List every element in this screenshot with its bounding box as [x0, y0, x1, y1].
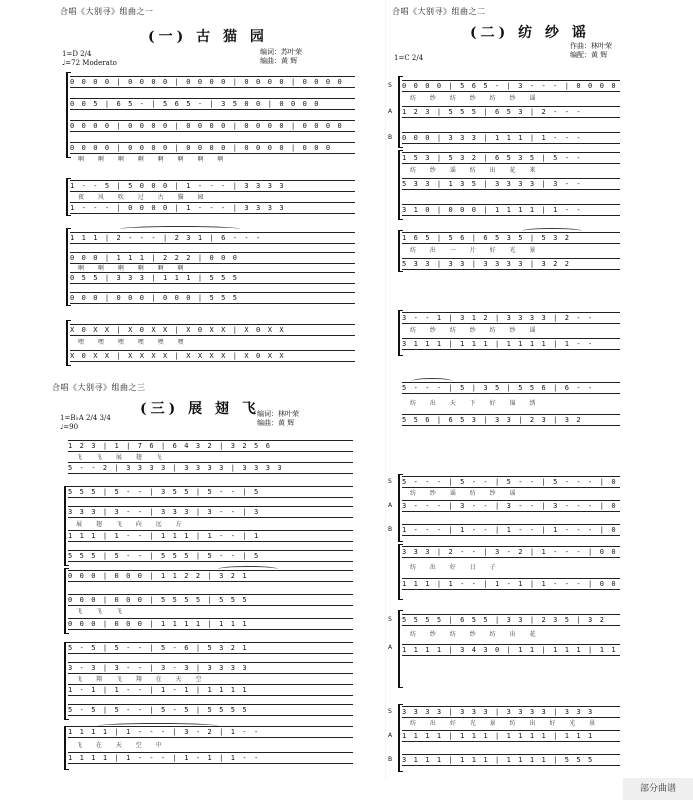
staff-line: 1 1 1 1 | 3 4 3 0 | 1 1 | 1 1 1 | 1 1 — [402, 644, 620, 656]
staff-line: 1 - - - | 0 0 0 0 | 1 - - - | 3 3 3 3 — [70, 202, 355, 214]
part-label: A — [388, 108, 393, 115]
part-label: A — [388, 502, 393, 509]
part-label: A — [388, 732, 393, 739]
part-label: S — [388, 616, 392, 623]
staff-line: 5 5 5 | 5 - - | 3 5 5 | 5 - - | 5 — [68, 486, 353, 498]
lyric-line: 纺 出 一 片 好 光 景 — [410, 247, 542, 254]
staff-line: 1 - - - | 1 - - | 1 - - | 1 - - - | 0 — [402, 524, 620, 536]
part-label: S — [388, 478, 392, 485]
lyric-line: 飞 翔 飞 翔 在 天 空 — [76, 676, 208, 683]
key-signature — [60, 414, 111, 432]
part-label: S — [388, 82, 392, 89]
lyric-line: 飞 在 天 空 中 — [76, 742, 168, 749]
part-label: S — [388, 708, 392, 715]
lyric-line: 纺 出 好 日 子 — [410, 564, 502, 571]
staff-line: 5 5 5 | 5 - - | 5 5 5 | 5 - - | 5 — [68, 550, 353, 562]
score-system — [388, 76, 620, 150]
staff-line: 1 1 1 1 | 1 - - - | 3 - 2 | 1 - - — [68, 726, 353, 738]
staff-line: 5 3 3 | 1 3 5 | 3 3 3 3 | 3 - - — [402, 178, 620, 190]
score-system — [70, 320, 355, 370]
watermark-caption: 部分曲谱 — [623, 778, 693, 800]
part-label: B — [388, 756, 393, 763]
lyric-line: 夜 风 吹 过 古 猫 园 — [78, 194, 210, 201]
piece-title: (一) 古 猫 园 — [148, 29, 268, 45]
lyric-line: 纺 出 天 下 好 锦 绣 — [410, 400, 542, 407]
score-system — [388, 474, 620, 544]
meter-line: 1=C 2/4 — [394, 54, 424, 62]
score-panel-1 — [60, 0, 360, 380]
staff-line: 0 0 0 | 3 3 3 | 1 1 1 | 1 - - - — [402, 132, 620, 144]
score-system — [68, 642, 353, 722]
staff-line: 1 2 3 | 5 5 5 | 6 5 3 | 2 - - - — [402, 106, 620, 118]
staff-line: 0 0 0 | 1 1 1 | 2 2 2 | 0 0 0 — [70, 252, 355, 264]
score-system — [402, 230, 620, 274]
credit-line: 编曲：黄 辉 — [260, 57, 298, 65]
staff-line: 3 1 1 1 | 1 1 1 | 1 1 1 1 | 1 - - — [402, 338, 620, 350]
score-system — [402, 544, 620, 602]
score-system — [68, 440, 353, 480]
score-system — [388, 610, 620, 690]
staff-line: 3 - - 1 | 3 1 2 | 3 3 3 3 | 2 - - — [402, 312, 620, 324]
staff-line: 1 1 1 | 2 - - - | 2 3 1 | 6 - - - — [70, 232, 355, 244]
series-caption: 合唱《大别寻》组曲之三 — [52, 383, 146, 392]
lyric-line: 嘿 嘿 嘿 嘿 嘿 嘿 — [78, 339, 190, 346]
lyric-line: 飞 飞 飞 — [76, 608, 128, 615]
piece-title: (三) 展 翅 飞 — [140, 401, 260, 417]
lyric-line: 纺 纱 谣 纺 纱 谣 — [410, 490, 522, 497]
staff-line: 1 5 3 | 5 3 2 | 6 5 3 5 | 5 - - — [402, 152, 620, 164]
staff-line: 1 6 5 | 5 6 | 6 5 3 5 | 5 3 2 — [402, 232, 620, 244]
score-system — [68, 568, 353, 638]
credit-line: 编曲：黄 辉 — [257, 419, 295, 427]
credit-line: 编词：林叶荣 — [257, 410, 299, 418]
staff-line: X 0 X X | X X X X | X X X X | X 0 X X — [70, 350, 355, 362]
lyric-line: 展 翅 飞 向 远 方 — [76, 521, 188, 528]
staff-line: 0 0 0 0 | 0 0 0 0 | 0 0 0 0 | 0 0 0 0 | 0 0 0 — [70, 142, 355, 154]
staff-line: 0 5 5 | 3 3 3 | 1 1 1 | 5 5 5 — [70, 272, 355, 284]
staff-line: 3 3 3 | 2 - - | 3 - 2 | 1 - - - | 0 0 — [402, 546, 620, 558]
lyric-line: 纺 纱 纺 纱 纺 纱 谣 — [410, 327, 542, 334]
composer-credit — [260, 48, 302, 66]
lyric-line: 啊 啊 啊 啊 啊 啊 — [78, 265, 190, 272]
score-system — [70, 72, 355, 162]
staff-line: 0 0 0 0 | 0 0 0 0 | 0 0 0 0 | 0 0 0 0 | 0 0 0 0 — [70, 120, 355, 132]
staff-line: 5 - 5 | 5 - - | 5 - 5 | 5 5 5 5 — [68, 704, 353, 716]
score-panel-3 — [52, 380, 362, 780]
staff-line: 5 3 3 | 3 3 | 3 3 3 3 | 3 2 2 — [402, 258, 620, 270]
staff-line: 1 1 1 | 1 - - | 1 - 1 | 1 - - - | 0 0 — [402, 578, 620, 590]
staff-line: 0 0 0 | 0 0 0 | 0 0 0 | 5 5 5 — [70, 292, 355, 304]
staff-line: 3 1 1 1 | 1 1 1 | 1 1 1 1 | 5 5 5 — [402, 754, 620, 766]
staff-line: 5 5 6 | 6 5 3 | 3 3 | 2 3 | 3 2 — [402, 414, 620, 426]
score-system — [70, 228, 355, 308]
staff-line: 3 1 0 | 0 0 0 | 1 1 1 1 | 1 - - — [402, 204, 620, 216]
piece-title: (二) 纺 纱 谣 — [470, 25, 590, 41]
series-caption: 合唱《大别寻》组曲之二 — [392, 7, 486, 16]
lyric-line: 啊 啊 啊 啊 啊 啊 啊 啊 — [78, 156, 230, 163]
composer-credit — [570, 42, 612, 60]
staff-line: 5 - - - | 5 - - | 5 - - | 5 - - - | 0 — [402, 476, 620, 488]
part-label: B — [388, 134, 393, 141]
part-label: A — [388, 644, 393, 651]
staff-line: 1 - - 5 | 5 0 0 0 | 1 - - - | 3 3 3 3 — [70, 180, 355, 192]
staff-line: 3 3 3 3 | 3 3 3 | 3 3 3 3 | 3 3 3 — [402, 706, 620, 718]
staff-line: 1 1 1 1 | 1 - - - | 1 - 1 | 1 - - — [68, 752, 353, 764]
staff-line: 0 0 0 | 0 0 0 | 5 5 5 5 | 5 5 5 — [68, 594, 353, 606]
staff-line: 1 2 3 | 1 | 7 6 | 6 4 3 2 | 3 2 5 6 — [68, 440, 353, 452]
score-panel-2 — [388, 0, 622, 370]
staff-line: 1 - 1 | 1 - - | 1 - 1 | 1 1 1 1 — [68, 684, 353, 696]
staff-line: X 0 X X | X 0 X X | X 0 X X | X 0 X X — [70, 324, 355, 336]
score-system — [70, 178, 355, 218]
lyric-line: 纺 纱 纺 纱 纺 纱 谣 — [410, 95, 542, 102]
staff-line: 3 - 3 | 3 - - | 3 - 3 | 3 3 3 3 — [68, 662, 353, 674]
staff-line: 5 - - - | 5 | 3 5 | 5 5 6 | 6 - - — [402, 382, 620, 394]
credit-line: 编配：黄 辉 — [570, 51, 608, 59]
credit-line: 编词：苏叶荣 — [260, 48, 302, 56]
lyric-line: 纺 纱 纺 纱 纺 出 花 — [410, 631, 542, 638]
score-panel-4 — [388, 374, 622, 778]
staff-line: 1 1 1 | 1 - - | 1 1 1 | 1 - - | 1 — [68, 530, 353, 542]
score-system — [402, 380, 620, 438]
key-signature — [62, 50, 117, 68]
staff-line: 0 0 0 | 0 0 0 | 1 1 1 1 | 1 1 1 — [68, 618, 353, 630]
score-system — [402, 310, 620, 358]
staff-line: 0 0 5 | 6 5 - | 5 6 5 - | 3 5 0 0 | 0 0 0 0 — [70, 98, 355, 110]
lyric-line: 纺 出 好 光 景 纺 出 好 光 景 — [410, 720, 602, 727]
staff-line: 5 - 5 | 5 - - | 5 - 6 | 5 3 2 1 — [68, 642, 353, 654]
staff-line: 5 - - 2 | 3 3 3 3 | 3 3 3 3 | 3 3 3 3 — [68, 462, 353, 474]
meter-line: 1=B♭A 2/4 3/4 — [60, 414, 111, 422]
meter-line: 1=D 2/4 — [62, 50, 92, 58]
page-gutter — [385, 0, 386, 780]
meter-line: ♩=72 Moderato — [62, 59, 117, 67]
series-caption: 合唱《大别寻》组曲之一 — [60, 7, 154, 16]
score-system — [388, 704, 620, 774]
staff-line: 0 0 0 | 0 0 0 | 1 1 2 2 | 3 2 1 — [68, 570, 353, 582]
key-signature — [394, 54, 423, 63]
composer-credit — [257, 410, 299, 428]
staff-line: 3 - - - | 3 - - | 3 - - | 3 - - - | 0 — [402, 500, 620, 512]
staff-line: 5 5 5 5 | 6 5 5 | 3 3 | 2 3 5 | 3 2 — [402, 614, 620, 626]
staff-line: 3 3 3 | 3 - - | 3 3 3 | 3 - - | 3 — [68, 506, 353, 518]
staff-line: 0 0 0 0 | 0 0 0 0 | 0 0 0 0 | 0 0 0 0 | 0 0 0 0 — [70, 76, 355, 88]
score-system — [402, 150, 620, 222]
meter-line: ♩=90 — [60, 423, 79, 431]
lyric-line: 飞 飞 展 翅 飞 — [76, 454, 168, 461]
credit-line: 作曲：林叶荣 — [570, 42, 612, 50]
part-label: B — [388, 526, 393, 533]
score-system — [68, 726, 353, 772]
lyric-line: 纺 纱 谣 纺 出 花 来 — [410, 167, 542, 174]
staff-line: 0 0 0 0 | 5 6 5 - | 3 - - - | 0 0 0 0 — [402, 80, 620, 92]
score-system — [68, 486, 353, 568]
staff-line: 1 1 1 1 | 1 1 1 | 1 1 1 1 | 1 1 1 — [402, 730, 620, 742]
